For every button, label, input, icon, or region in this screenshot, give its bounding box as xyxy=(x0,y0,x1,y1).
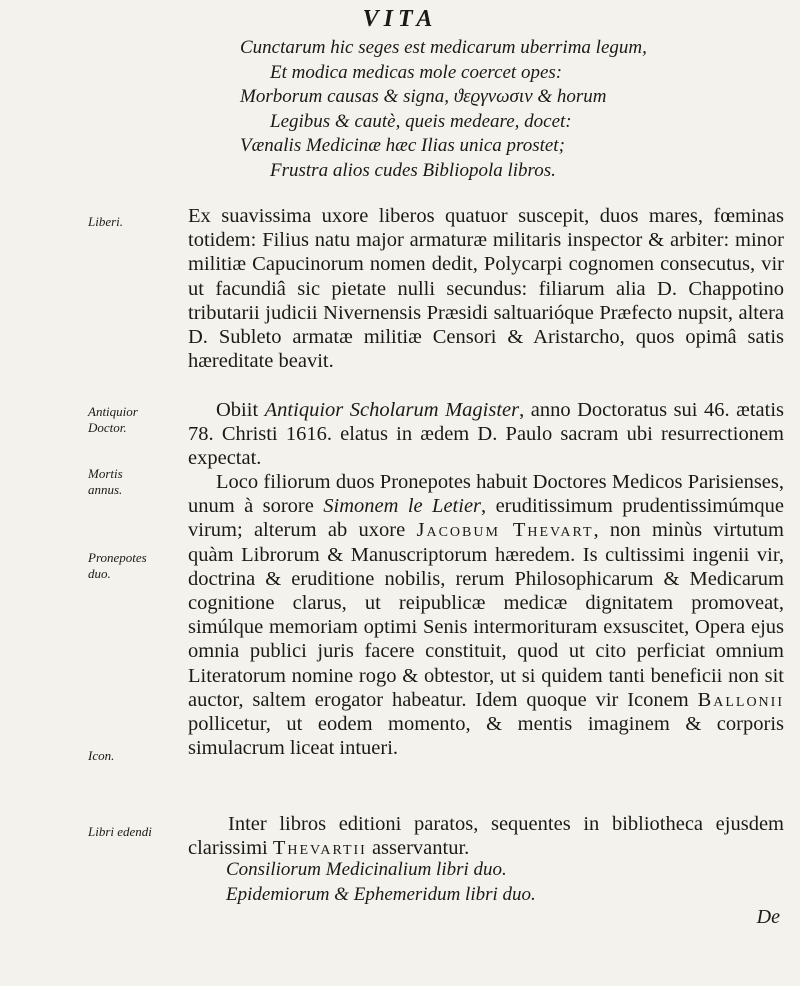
paragraph-text: Inter libros editioni paratos, sequentes in bibliotheca ejusdem clarissimi xyxy=(188,813,784,860)
work-title: Epidemiorum & Ephemeridum libri duo. xyxy=(226,883,536,905)
paragraph-text: asservantur. xyxy=(366,837,470,860)
margin-note-pronepotes: Pronepotes duo. xyxy=(88,550,147,581)
works-list xyxy=(226,858,536,907)
work-title: Consiliorum Medicinalium libri duo. xyxy=(226,859,507,880)
paragraph-grandnephews xyxy=(188,470,784,760)
paragraph-books xyxy=(188,812,784,860)
poem-line: Frustra alios cudes Bibliopola libros. xyxy=(270,159,556,181)
poem-line: Et modica medicas mole coercet opes: xyxy=(270,61,563,83)
poem-line: Cunctarum hic seges est medicarum uberrima legum, xyxy=(240,37,647,58)
margin-note-icon: Icon. xyxy=(88,748,115,763)
italic-title: Antiquior Scholarum Magister xyxy=(264,399,520,421)
paragraph-death xyxy=(188,398,784,471)
paragraph-text: Ex suavissima uxore liberos quatuor suscepit, duos mares, fœminas totidem: Filius natu major armaturæ militaris inspector & arbiter: minor militiæ Capucinorum nomen dedit, Polycarpi cognomen consecutus, vir ut facundiâ sic pietate nulli secundus: filiarum alia D. Chappotino tributarii judicii Nivernensis Præsidi saltuarióque Præfecto nupsit, altera D. Subleto armatæ militiæ Censori & Aristarcho, quos opimâ satis hæreditate beavit. xyxy=(188,205,784,373)
margin-note-mortis-annus: Mortis annus. xyxy=(88,466,123,497)
paragraph-text: pollicetur, ut eodem momento, & mentis imaginem & corporis simulacrum liceat intueri. xyxy=(188,713,784,760)
margin-note-liberi: Liberi. xyxy=(88,214,124,229)
margin-note-antiquior-doctor: Antiquior Doctor. xyxy=(88,404,138,435)
small-caps-name: Thevartii xyxy=(272,837,367,860)
paragraph-text: , eruditissimum prudentissimúmque virum; alterum ab uxore xyxy=(188,495,784,542)
paragraph-text: , non minùs virtutum quàm Librorum & Manuscriptorum hæredem. Is cultissimi ingenii vir, doctrina & eruditione nobilis, rerum Philosophicarum & Medicarum cognitione clarus, ut reipublicæ medicæ dignitatem promoveat, simúlque memoriam optimi Senis intermorituram exsuscitet, Opera ejus omnia publici juris facere constituit, quod ut cito perficiat omnium Literatorum nomine rogo & obtestor, ut si quidem tanti beneficii non sit auctor, saltem erogator habeatur. Idem quoque vir Iconem xyxy=(188,519,784,711)
catchword: De xyxy=(756,906,780,928)
dedicatory-poem xyxy=(240,36,780,183)
small-caps-name: Ballonii xyxy=(697,688,784,711)
paragraph-text: Obiit xyxy=(216,399,265,421)
paragraph-text: , anno Doctoratus sui 46. ætatis 78. Christi 1616. elatus in ædem D. Paulo sacram ubi resurrectionem expectat. xyxy=(188,399,784,470)
paragraph-text: Loco filiorum duos Pronepotes habuit Doctores Medicos Parisienses, unum à sorore xyxy=(188,471,784,518)
poem-line: Legibus & cautè, queis medeare, docet: xyxy=(270,110,572,132)
margin-note-libri-edendi: Libri edendi xyxy=(88,824,152,839)
running-header: VITA xyxy=(362,6,438,32)
paragraph-children xyxy=(188,204,784,373)
poem-line: Morborum causas & signa, ϑεϱγνωσιν & horum xyxy=(240,86,607,107)
small-caps-name: Jacobum Thevart xyxy=(416,519,594,542)
poem-line: Vænalis Medicinæ hæc Ilias unica prostet; xyxy=(240,135,565,156)
italic-name: Simonem le Letier xyxy=(323,495,482,518)
